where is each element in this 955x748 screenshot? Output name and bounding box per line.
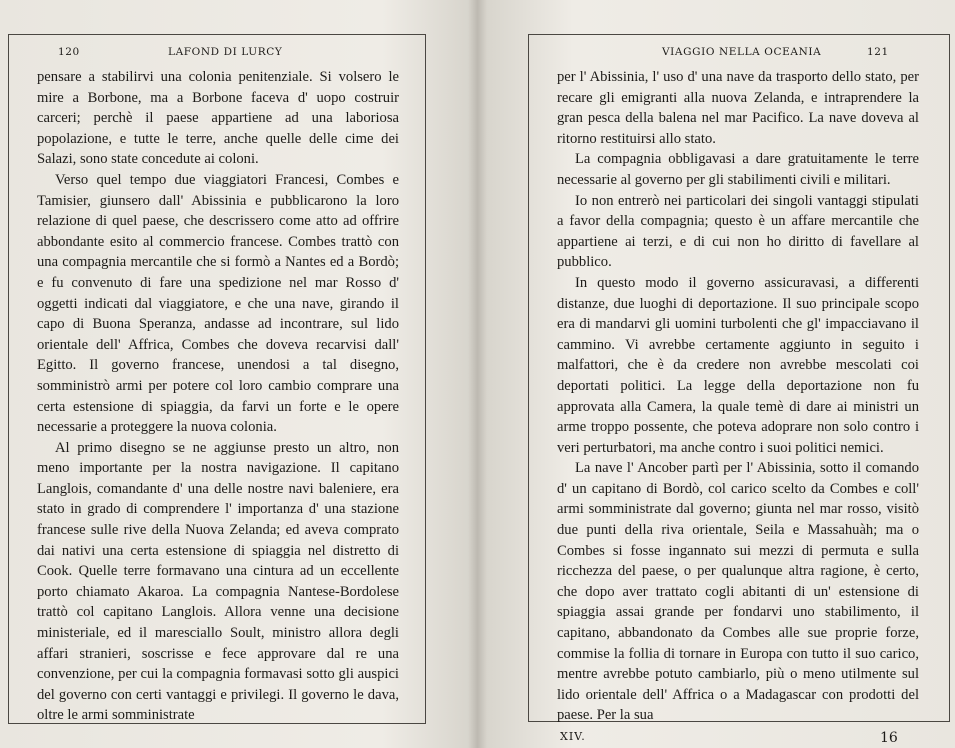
left-page-number: 120 [58,46,80,58]
paragraph: pensare a stabilirvi una colonia penitenziale. Si volsero le mire a Borbone, ma a Borbone faceva d' uopo costruir carceri; perchè il paese appartiene ad una laboriosa popolazione, e tutte le terre, anche quelle delle cime dei Salazi, sono state concedute ai coloni. [37,69,399,168]
right-body-text [557,67,919,726]
sheet-number: 16 [880,730,898,746]
left-body-text [37,67,399,726]
signature-mark: XIV. [560,730,586,743]
paragraph: Verso quel tempo due viaggiatori Francesi, Combes e Tamisier, giunsero dall' Abissinia e pubblicarono la loro relazione di quel paese, che descrissero come atto ad offrire abbondante esito al commercio francese. Combes trattò con una compagnia mercantile che si formò a Nantes ed a Bordò; e fu convenuto di fare una spedizione nel mar Rosso d' oggetti indicati dal viaggiatore, e che una nave, girando il capo di Buona Speranza, andasse ad incontrare, sul lido orientale dell' Affrica, Combes che doveva recarvisi dall' Egitto. Il governo francese, unendosi a tal disegno, somministrò armi per potere col loro cambio comprare una certa estensione di spiaggia, da farvi un forte e le opere necessarie a proteggere la nuova colonia. [37,171,399,436]
paragraph: La compagnia obbligavasi a dare gratuitamente le terre necessarie al governo per gli stabilimenti civili e militari. [557,151,919,188]
paragraph: per l' Abissinia, l' uso d' una nave da trasporto dello stato, per recare gli emigranti alla nuova Zelanda, e intraprendere la gran pesca della balena nel mar Pacifico. La nave doveva al ritorno restituirsi allo stato. [557,69,919,147]
right-running-head: VIAGGIO NELLA OCEANIA [662,46,822,58]
paragraph: La nave l' Ancober partì per l' Abissinia, sotto il comando d' un capitano di Bordò, col carico scelto da Combes e coll' armi somministrate dal governo; giunta nel mar rosso, visitò due punti della riva orientale, Seila e Massahuàh; ma o Combes si fosse ingannato sui mezzi di permuta e sulla ricchezza del paese, o per qualunque altra ragione, è certo, che dopo aver trattato cogli abitanti di un' estensione di spiaggia assai grande per fondarvi uno stabilimento, il capitano, abbandonato da Combes alle sue proprie forze, commise la follia di tornare in Europa con tutto il suo carico, mentre avrebbe potuto cambiarlo, più o meno utilmente sul lido orientale dell' Affrica o a Madagascar con prodotti del paese. Per la sua [557,460,919,724]
paragraph: In questo modo il governo assicuravasi, a differenti distanze, due luoghi di deportazione. Il suo principale scopo era di mandarvi gli uomini turbolenti che gl' impacciavano il cammino. Vi avrebbe certamente aggiunto in seguito i malfattori, che è da credere non avrebbe mescolati coi deportati politici. La legge della deportazione non fu approvata alla Camera, la quale temè di dare ai ministri un arme troppo possente, che poteva adoprare non solo contro i veri perturbatori, ma anche contro i suoi politici nemici. [557,274,919,456]
paragraph: Io non entrerò nei particolari dei singoli vantaggi stipulati a favor della compagnia; questo è un affare mercantile che appartiene ai terzi, e di cui non ho diritto di favellare al pubblico. [557,192,919,271]
left-running-head: LAFOND DI LURCY [168,46,283,58]
paragraph: Al primo disegno se ne aggiunse presto un altro, non meno importante per la nostra navigazione. Il capitano Langlois, comandante d' una delle nostre navi baleniere, era stato in grado di comprendere l' importanza d' una stazione francese sulle rive della Nuova Zelanda; ed aveva comprato dai nativi una certa estensione di spiaggia nel distretto di Cook. Quelle terre formavano una cintura ad un eccellente porto chiamato Akaroa. La compagnia Nantese-Bordolese trattò col capitano Langlois. Allora venne una decisione ministeriale, ed il maresciallo Soult, ministro allora degli affari stranieri, soscrisse e fece approvare dal re una convenzione, per cui la compagnia formavasi sotto gli auspici del governo con certi vantaggi e privilegi. Il governo le dava, oltre le armi somministrate [37,439,399,724]
right-page-number: 121 [867,46,889,58]
